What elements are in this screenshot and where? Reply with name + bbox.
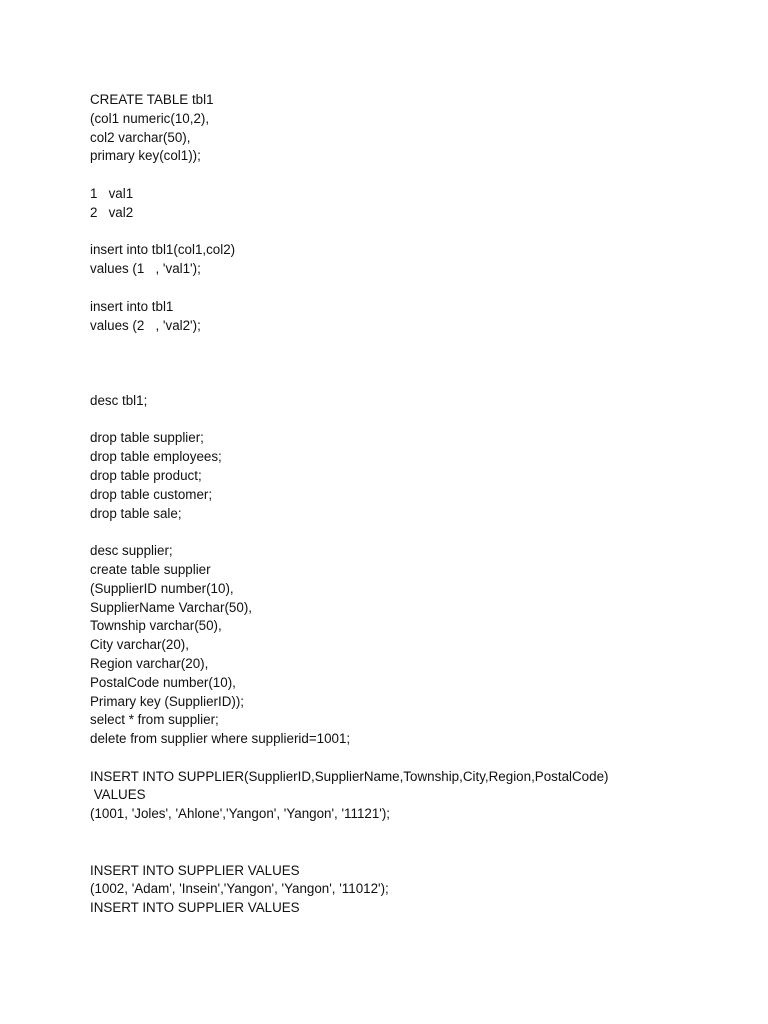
text-line: desc supplier; <box>90 543 173 559</box>
text-line: INSERT INTO SUPPLIER VALUES <box>90 862 300 878</box>
blank-line <box>90 223 730 242</box>
text-line: select * from supplier; <box>90 712 219 728</box>
text-line: 1 val1 <box>90 185 134 201</box>
text-line: drop table customer; <box>90 486 213 502</box>
text-line: create table supplier <box>90 561 211 577</box>
text-line: SupplierName Varchar(50), <box>90 599 252 615</box>
text-line: values (2 , 'val2'); <box>90 317 201 333</box>
text-line: values (1 , 'val1'); <box>90 261 201 277</box>
text-line: INSERT INTO SUPPLIER VALUES <box>90 900 300 916</box>
text-line: insert into tbl1 <box>90 298 174 314</box>
blank-line <box>90 373 730 392</box>
text-line: CREATE TABLE tbl1 <box>90 92 214 107</box>
text-line: drop table employees; <box>90 449 222 465</box>
text-line: Region varchar(20), <box>90 655 209 671</box>
blank-line <box>90 279 730 298</box>
blank-line <box>90 749 730 768</box>
text-line: INSERT INTO SUPPLIER(SupplierID,SupplierName,Township,City,Region,PostalCode) <box>90 768 609 784</box>
text-line: (col1 numeric(10,2), <box>90 110 210 126</box>
text-line: Primary key (SupplierID)); <box>90 693 245 709</box>
blank-line <box>90 335 730 354</box>
text-line: drop table product; <box>90 467 202 483</box>
text-line: (1002, 'Adam', 'Insein','Yangon', 'Yangon', '11012'); <box>90 881 389 897</box>
blank-line <box>90 843 730 862</box>
text-line: drop table supplier; <box>90 430 204 446</box>
sql-script-text <box>90 91 730 918</box>
text-line: col2 varchar(50), <box>90 129 191 145</box>
text-line: PostalCode number(10), <box>90 674 236 690</box>
text-line: drop table sale; <box>90 505 182 521</box>
text-line: (SupplierID number(10), <box>90 580 234 596</box>
text-line: primary key(col1)); <box>90 148 201 164</box>
blank-line <box>90 354 730 373</box>
text-line: VALUES <box>90 787 146 803</box>
text-line: Township varchar(50), <box>90 618 222 634</box>
text-line: (1001, 'Joles', 'Ahlone','Yangon', 'Yangon', '11121'); <box>90 806 391 822</box>
blank-line <box>90 523 730 542</box>
blank-line <box>90 166 730 185</box>
blank-line <box>90 824 730 843</box>
blank-line <box>90 411 730 430</box>
text-line: desc tbl1; <box>90 392 148 408</box>
text-line: delete from supplier where supplierid=1001; <box>90 731 351 747</box>
text-line: insert into tbl1(col1,col2) <box>90 242 236 258</box>
text-line: 2 val2 <box>90 204 134 220</box>
text-line: City varchar(20), <box>90 637 189 653</box>
